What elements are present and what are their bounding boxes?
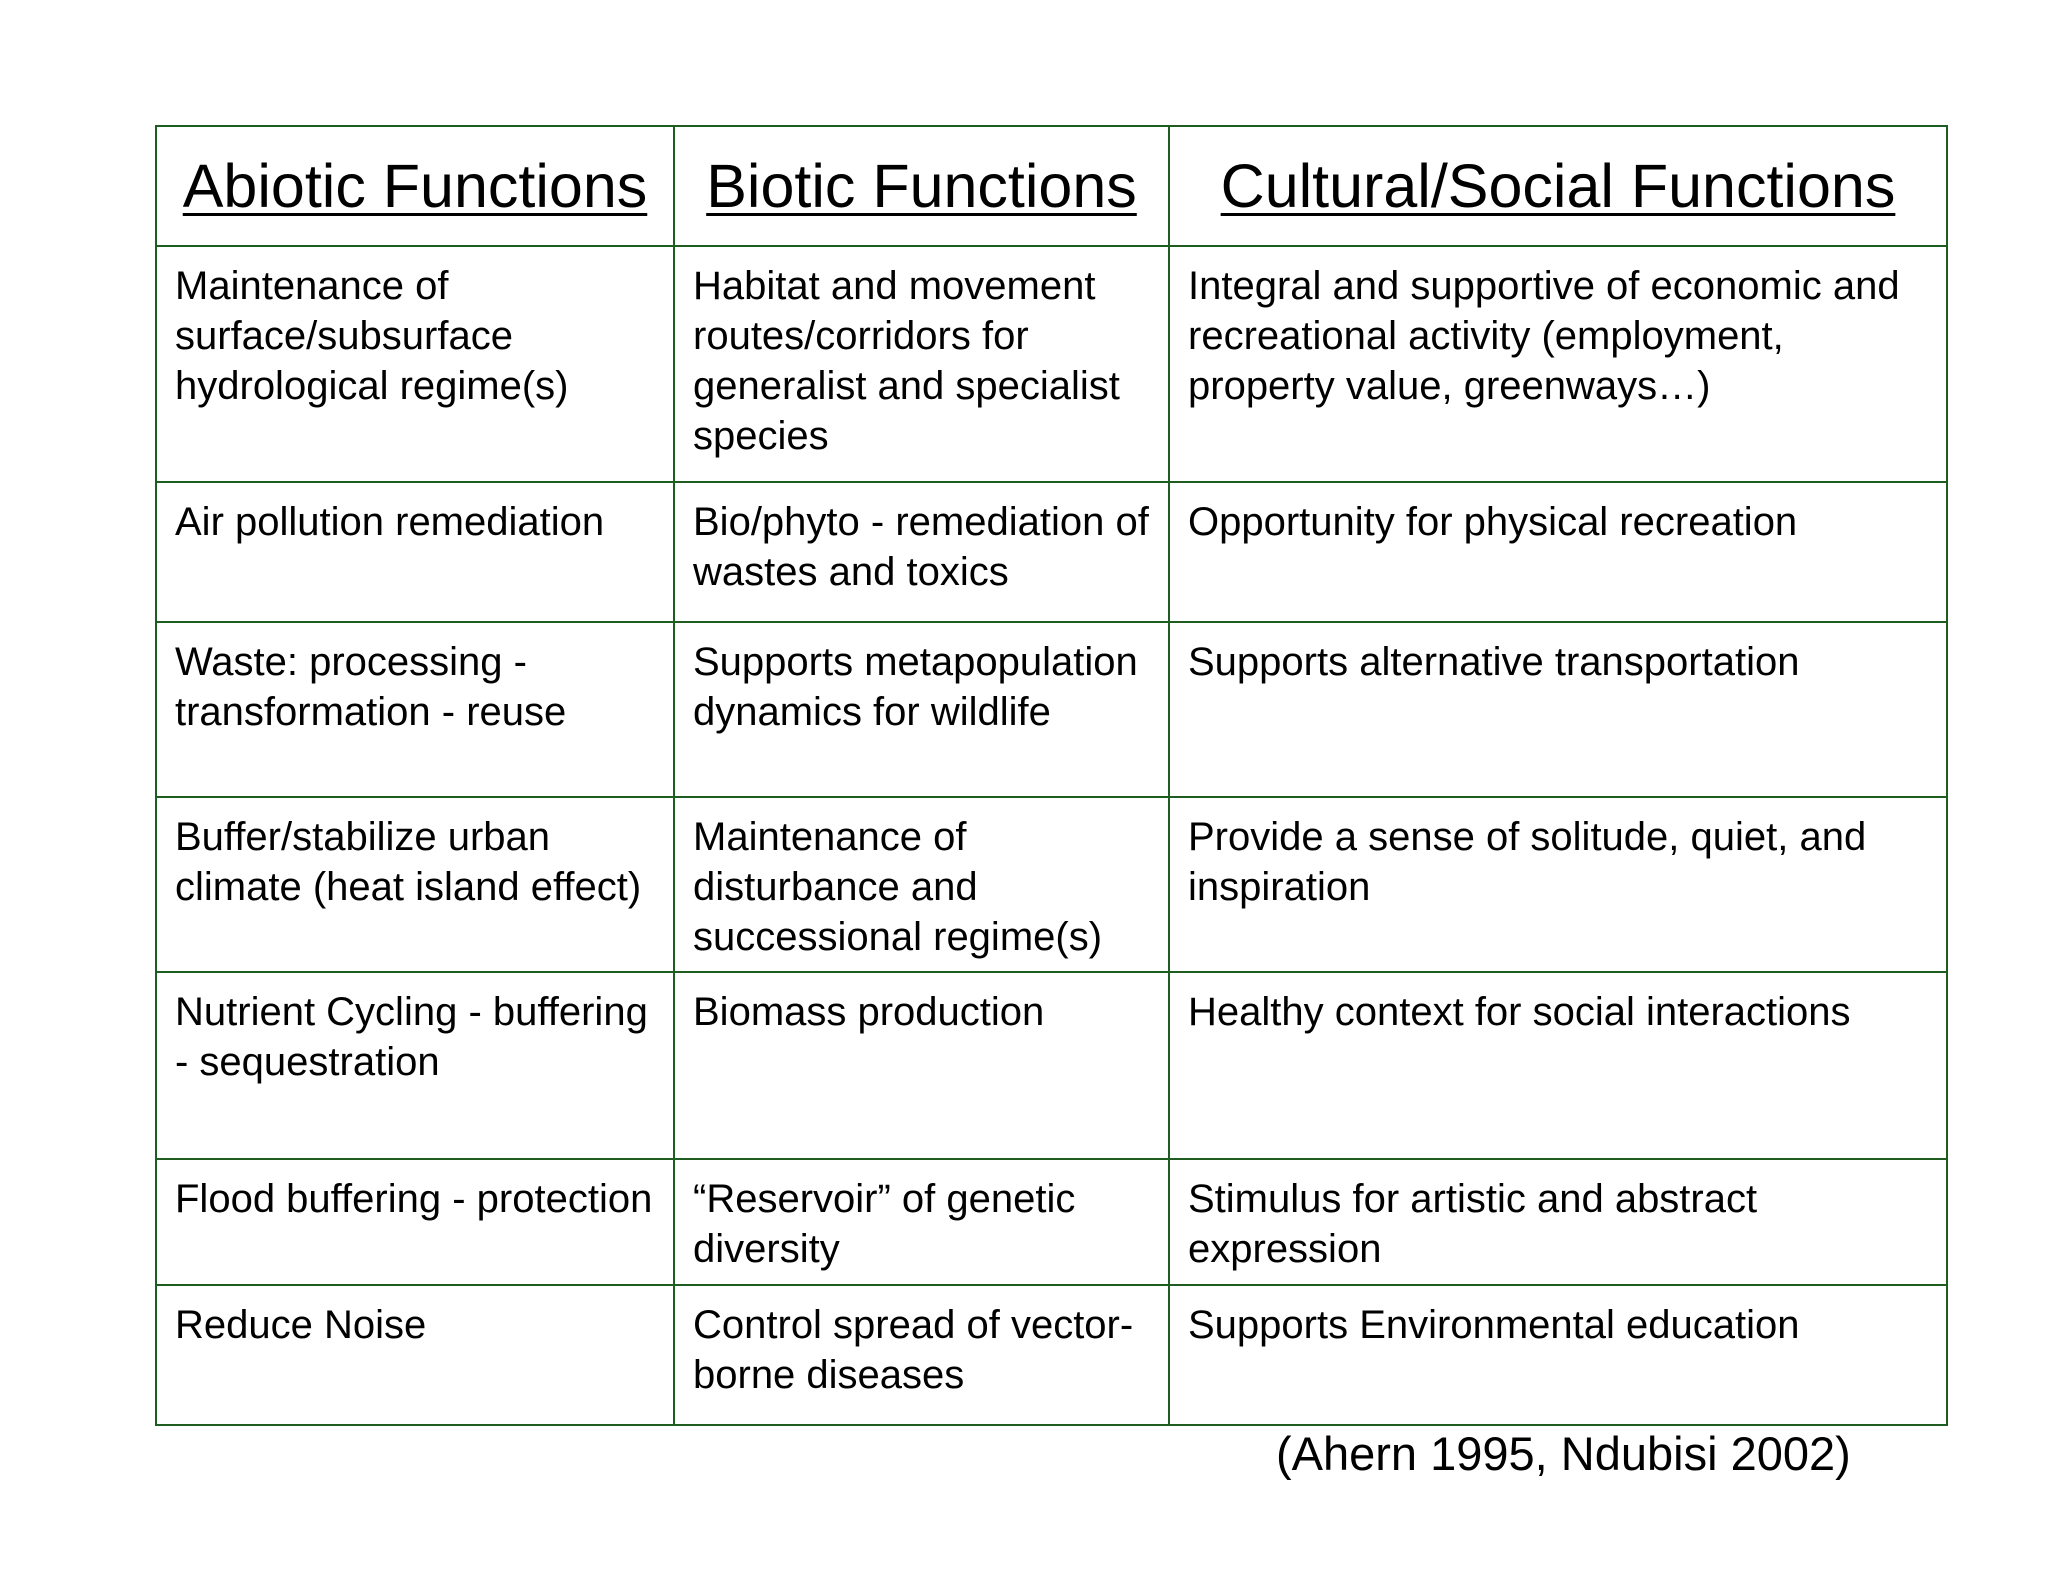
header-row <box>156 126 1947 246</box>
cell-biotic: Maintenance of disturbance and successional regime(s) <box>674 797 1169 972</box>
table-row <box>156 1159 1947 1285</box>
cell-biotic: Control spread of vector-borne diseases <box>674 1285 1169 1425</box>
cell-abiotic: Flood buffering - protection <box>156 1159 674 1285</box>
cell-biotic: Habitat and movement routes/corridors for generalist and specialist species <box>674 246 1169 482</box>
header-biotic <box>674 126 1169 246</box>
table-row <box>156 482 1947 622</box>
cell-cultural-social: Supports Environmental education <box>1169 1285 1947 1425</box>
cell-cultural-social: Supports alternative transportation <box>1169 622 1947 797</box>
cell-biotic: Supports metapopulation dynamics for wildlife <box>674 622 1169 797</box>
header-abiotic-label: Abiotic Functions <box>182 151 648 220</box>
cell-cultural-social: Stimulus for artistic and abstract expression <box>1169 1159 1947 1285</box>
table-row <box>156 972 1947 1159</box>
table-row <box>156 622 1947 797</box>
table-row <box>156 246 1947 482</box>
cell-biotic: Biomass production <box>674 972 1169 1159</box>
cell-biotic: Bio/phyto - remediation of wastes and toxics <box>674 482 1169 622</box>
header-cultural-social-label: Cultural/Social Functions <box>1220 151 1896 220</box>
functions-table <box>155 125 1948 1426</box>
table-row <box>156 1285 1947 1425</box>
header-cultural-social <box>1169 126 1947 246</box>
header-biotic-label: Biotic Functions <box>706 151 1137 220</box>
cell-cultural-social: Integral and supportive of economic and recreational activity (employment, property value, greenways…) <box>1169 246 1947 482</box>
cell-abiotic: Reduce Noise <box>156 1285 674 1425</box>
cell-biotic: “Reservoir” of genetic diversity <box>674 1159 1169 1285</box>
cell-abiotic: Waste: processing - transformation - reuse <box>156 622 674 797</box>
cell-cultural-social: Opportunity for physical recreation <box>1169 482 1947 622</box>
cell-cultural-social: Provide a sense of solitude, quiet, and inspiration <box>1169 797 1947 972</box>
citation: (Ahern 1995, Ndubisi 2002) <box>1276 1427 1851 1480</box>
table-row <box>156 797 1947 972</box>
cell-abiotic: Air pollution remediation <box>156 482 674 622</box>
cell-abiotic: Maintenance of surface/subsurface hydrological regime(s) <box>156 246 674 482</box>
header-abiotic <box>156 126 674 246</box>
cell-abiotic: Buffer/stabilize urban climate (heat island effect) <box>156 797 674 972</box>
cell-cultural-social: Healthy context for social interactions <box>1169 972 1947 1159</box>
cell-abiotic: Nutrient Cycling - buffering - sequestration <box>156 972 674 1159</box>
